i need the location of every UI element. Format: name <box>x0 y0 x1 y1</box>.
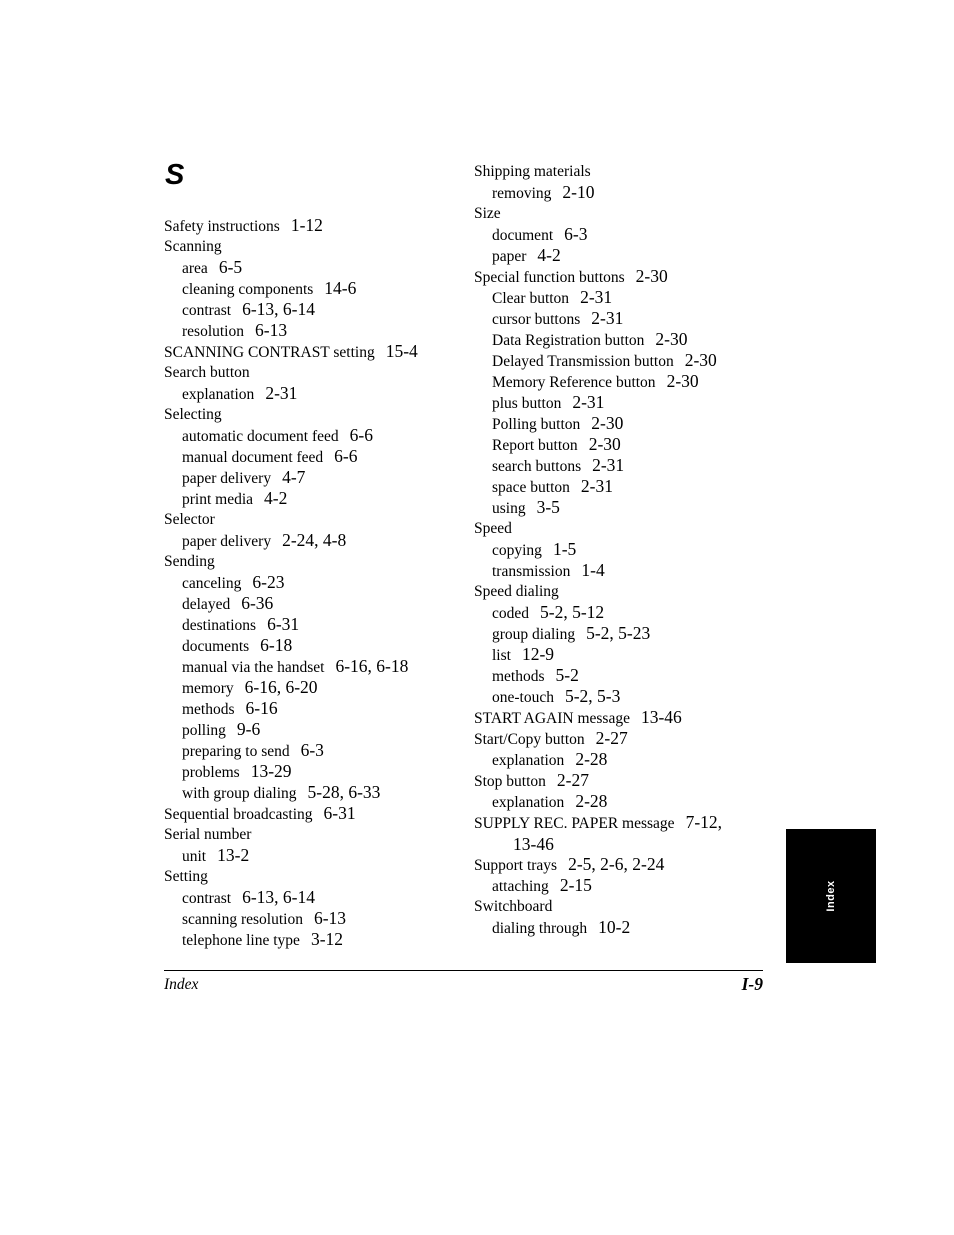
index-page-ref: 5-2, 5-12 <box>540 602 605 622</box>
index-term: Safety instructions <box>164 218 280 235</box>
index-subentry <box>474 182 774 203</box>
index-term: methods <box>492 668 545 685</box>
index-subentry <box>474 287 774 308</box>
index-subentry <box>474 224 774 245</box>
index-term: space button <box>492 479 570 496</box>
index-term: coded <box>492 605 530 622</box>
index-term: with group dialing <box>182 785 297 802</box>
index-term: print media <box>182 491 254 508</box>
index-entry <box>474 770 774 791</box>
index-term: telephone line type <box>182 932 300 949</box>
index-term: attaching <box>492 878 549 895</box>
index-entry <box>164 824 464 845</box>
index-entry <box>474 854 774 875</box>
index-subentry <box>164 740 464 761</box>
index-term: cursor buttons <box>492 311 581 328</box>
index-term: polling <box>182 722 226 739</box>
index-page-ref: 6-16 <box>245 698 278 718</box>
index-term: paper delivery <box>182 533 272 550</box>
index-subentry <box>164 698 464 719</box>
index-entry <box>164 404 464 425</box>
index-term: destinations <box>182 617 257 634</box>
index-page-ref: 6-13, 6-14 <box>242 299 315 319</box>
index-term: cleaning components <box>182 281 314 298</box>
index-subentry <box>474 791 774 812</box>
index-term: problems <box>182 764 240 781</box>
index-page-ref: 2-28 <box>575 791 608 811</box>
index-side-tab <box>786 829 876 963</box>
index-subentry <box>164 782 464 803</box>
index-entry <box>474 707 774 728</box>
index-page-ref: 10-2 <box>598 917 631 937</box>
index-term: Selecting <box>164 406 222 423</box>
index-subentry <box>474 434 774 455</box>
index-subentry <box>474 371 774 392</box>
index-subentry <box>474 665 774 686</box>
index-term: copying <box>492 542 542 559</box>
index-term: Search button <box>164 364 250 381</box>
index-subentry <box>474 539 774 560</box>
index-term: Serial number <box>164 826 252 843</box>
index-page-ref: 12-9 <box>521 644 555 664</box>
index-page-ref: 6-31 <box>323 803 356 823</box>
index-page-ref: 2-30 <box>588 434 621 454</box>
index-page-ref: 2-31 <box>592 455 625 475</box>
index-term: Speed dialing <box>474 583 559 600</box>
index-subentry <box>164 929 464 950</box>
index-entry <box>164 509 464 530</box>
index-entry <box>474 896 774 917</box>
index-entry <box>474 161 774 182</box>
index-page-ref: 2-30 <box>666 371 699 391</box>
index-term: Support trays <box>474 857 558 874</box>
index-term: delayed <box>182 596 231 613</box>
index-term: Start/Copy button <box>474 731 585 748</box>
index-term: contrast <box>182 890 232 907</box>
index-subentry <box>164 887 464 908</box>
index-term: Size <box>474 205 501 222</box>
index-column-right <box>474 161 774 938</box>
index-page-ref: 2-24, 4-8 <box>282 530 347 550</box>
footer-section-name: Index <box>164 976 199 993</box>
index-subentry <box>474 644 774 665</box>
index-term: automatic document feed <box>182 428 339 445</box>
index-term: paper <box>492 248 527 265</box>
index-term: documents <box>182 638 250 655</box>
index-subentry <box>164 614 464 635</box>
index-subentry <box>474 308 774 329</box>
index-subentry <box>164 383 464 404</box>
index-term: Shipping materials <box>474 163 591 180</box>
index-term: START AGAIN message <box>474 710 630 727</box>
index-column-left <box>164 215 464 950</box>
index-page-ref: 2-31 <box>265 383 298 403</box>
index-subentry <box>164 320 464 341</box>
index-term: Memory Reference button <box>492 374 656 391</box>
index-page-ref: 6-13 <box>255 320 288 340</box>
index-term: Clear button <box>492 290 570 307</box>
index-page-ref: 6-23 <box>252 572 285 592</box>
index-term: unit <box>182 848 207 865</box>
index-subentry <box>164 908 464 929</box>
index-term: Stop button <box>474 773 546 790</box>
index-page-ref: 13-46 <box>640 707 682 727</box>
index-page-ref: 2-31 <box>572 392 605 412</box>
index-term: document <box>492 227 554 244</box>
index-term: list <box>492 647 511 664</box>
index-subentry <box>474 623 774 644</box>
index-page-ref: 6-5 <box>218 257 243 277</box>
index-page-ref: 6-31 <box>267 614 300 634</box>
index-term: preparing to send <box>182 743 290 760</box>
index-page-ref: 2-31 <box>591 308 624 328</box>
index-subentry <box>164 761 464 782</box>
index-page-ref: 5-2, 5-3 <box>564 686 621 706</box>
index-page-ref: 2-5, 2-6, 2-24 <box>568 854 665 874</box>
index-page-ref: 6-16, 6-20 <box>244 677 318 697</box>
index-page-ref: 2-31 <box>580 476 613 496</box>
index-page-ref: 2-10 <box>562 182 595 202</box>
index-page-ref: 6-6 <box>349 425 373 445</box>
section-letter: S <box>165 159 185 191</box>
index-page-ref: 6-6 <box>334 446 358 466</box>
index-entry <box>474 812 746 854</box>
index-page-ref: 5-2, 5-23 <box>586 623 651 643</box>
index-term: removing <box>492 185 552 202</box>
index-term: Switchboard <box>474 898 553 915</box>
index-entry <box>164 551 464 572</box>
index-term: explanation <box>492 794 565 811</box>
index-subentry <box>474 245 774 266</box>
index-page-ref: 4-7 <box>282 467 306 487</box>
index-page-ref: 5-2 <box>555 665 579 685</box>
index-page-ref: 5-28, 6-33 <box>307 782 381 802</box>
index-subentry <box>474 413 774 434</box>
index-subentry <box>164 446 464 467</box>
index-subentry <box>164 467 464 488</box>
index-term: search buttons <box>492 458 582 475</box>
index-term: transmission <box>492 563 571 580</box>
index-entry <box>164 236 464 257</box>
index-page-ref: 4-2 <box>537 245 561 265</box>
index-subentry <box>164 572 464 593</box>
index-term: SUPPLY REC. PAPER message <box>474 815 675 832</box>
index-term: memory <box>182 680 234 697</box>
index-page-ref: 4-2 <box>264 488 288 508</box>
index-term: manual via the handset <box>182 659 325 676</box>
index-subentry <box>474 875 774 896</box>
index-subentry <box>474 329 774 350</box>
index-term: area <box>182 260 208 277</box>
index-entry <box>474 728 774 749</box>
index-subentry <box>164 257 464 278</box>
index-subentry <box>474 350 774 371</box>
index-term: SCANNING CONTRAST setting <box>164 344 375 361</box>
index-entry <box>164 362 464 383</box>
index-term: using <box>492 500 526 517</box>
index-page-ref: 6-3 <box>564 224 588 244</box>
index-term: methods <box>182 701 235 718</box>
index-term: canceling <box>182 575 242 592</box>
index-page-ref: 15-4 <box>385 341 418 361</box>
index-subentry <box>164 593 464 614</box>
index-page-ref: 2-15 <box>559 875 592 895</box>
index-term: explanation <box>182 386 255 403</box>
index-entry <box>474 518 774 539</box>
index-subentry <box>474 455 774 476</box>
index-page-ref: 13-2 <box>217 845 250 865</box>
index-term: plus button <box>492 395 562 412</box>
index-page-ref: 2-30 <box>635 266 668 286</box>
index-subentry <box>474 686 774 707</box>
index-page-ref: 6-36 <box>241 593 274 613</box>
index-term: explanation <box>492 752 565 769</box>
index-page-ref: 2-31 <box>580 287 613 307</box>
index-page-ref: 6-18 <box>260 635 293 655</box>
index-subentry <box>164 425 464 446</box>
index-term: Speed <box>474 520 512 537</box>
index-term: one-touch <box>492 689 554 706</box>
index-subentry <box>164 530 464 551</box>
index-page-ref: 2-27 <box>556 770 589 790</box>
index-page-ref: 1-12 <box>290 215 323 235</box>
index-page-ref: 7-12, <box>685 812 723 832</box>
index-subentry <box>164 488 464 509</box>
index-subentry <box>474 476 774 497</box>
index-term: Sending <box>164 553 215 570</box>
index-term: resolution <box>182 323 244 340</box>
index-page-ref: 1-4 <box>581 560 605 580</box>
index-term: Delayed Transmission button <box>492 353 674 370</box>
index-term: Special function buttons <box>474 269 625 286</box>
index-entry <box>164 866 464 887</box>
index-entry <box>164 803 464 824</box>
index-entry <box>474 581 774 602</box>
index-page-ref: 6-13 <box>313 908 347 928</box>
index-subentry <box>474 602 774 623</box>
index-term: dialing through <box>492 920 588 937</box>
index-subentry <box>164 719 464 740</box>
index-subentry <box>474 392 774 413</box>
index-page-ref: 2-30 <box>684 350 717 370</box>
index-page-ref: 3-5 <box>536 497 560 517</box>
index-page-ref: 13-29 <box>250 761 292 781</box>
index-entry <box>164 215 464 236</box>
index-page-ref: 6-13, 6-14 <box>242 887 315 907</box>
footer-rule <box>164 970 763 971</box>
index-page-ref: 9-6 <box>236 719 261 739</box>
index-term: Scanning <box>164 238 222 255</box>
index-term: Selector <box>164 511 215 528</box>
index-term: paper delivery <box>182 470 272 487</box>
side-tab-label: Index <box>825 880 837 912</box>
index-subentry <box>164 656 464 677</box>
index-subentry <box>474 749 774 770</box>
index-term: contrast <box>182 302 232 319</box>
index-entry <box>474 203 774 224</box>
index-subentry <box>474 497 774 518</box>
index-page-ref: 6-16, 6-18 <box>335 656 409 676</box>
index-subentry <box>164 278 464 299</box>
index-page-ref: 3-12 <box>310 929 344 949</box>
index-page-ref: 2-30 <box>591 413 624 433</box>
index-page-ref: 2-28 <box>575 749 608 769</box>
index-subentry <box>164 677 464 698</box>
index-term: scanning resolution <box>182 911 303 928</box>
index-term: Sequential broadcasting <box>164 806 313 823</box>
index-term: Polling button <box>492 416 581 433</box>
index-entry <box>474 266 774 287</box>
index-subentry <box>164 845 464 866</box>
index-page-ref: 6-3 <box>300 740 324 760</box>
index-subentry <box>164 635 464 656</box>
index-term: Data Registration button <box>492 332 645 349</box>
index-subentry <box>474 560 774 581</box>
index-page-ref: 2-27 <box>595 728 628 748</box>
index-page-ref: 2-30 <box>655 329 688 349</box>
index-term: Setting <box>164 868 208 885</box>
index-entry <box>164 341 464 362</box>
index-subentry <box>474 917 774 938</box>
index-term: manual document feed <box>182 449 324 466</box>
index-page-ref: 14-6 <box>324 278 357 298</box>
index-term: group dialing <box>492 626 576 643</box>
index-page-ref-continued: 13-46 <box>513 834 554 854</box>
footer-page-number: I-9 <box>741 974 763 994</box>
index-subentry <box>164 299 464 320</box>
index-term: Report button <box>492 437 578 454</box>
index-page-ref: 1-5 <box>552 539 577 559</box>
